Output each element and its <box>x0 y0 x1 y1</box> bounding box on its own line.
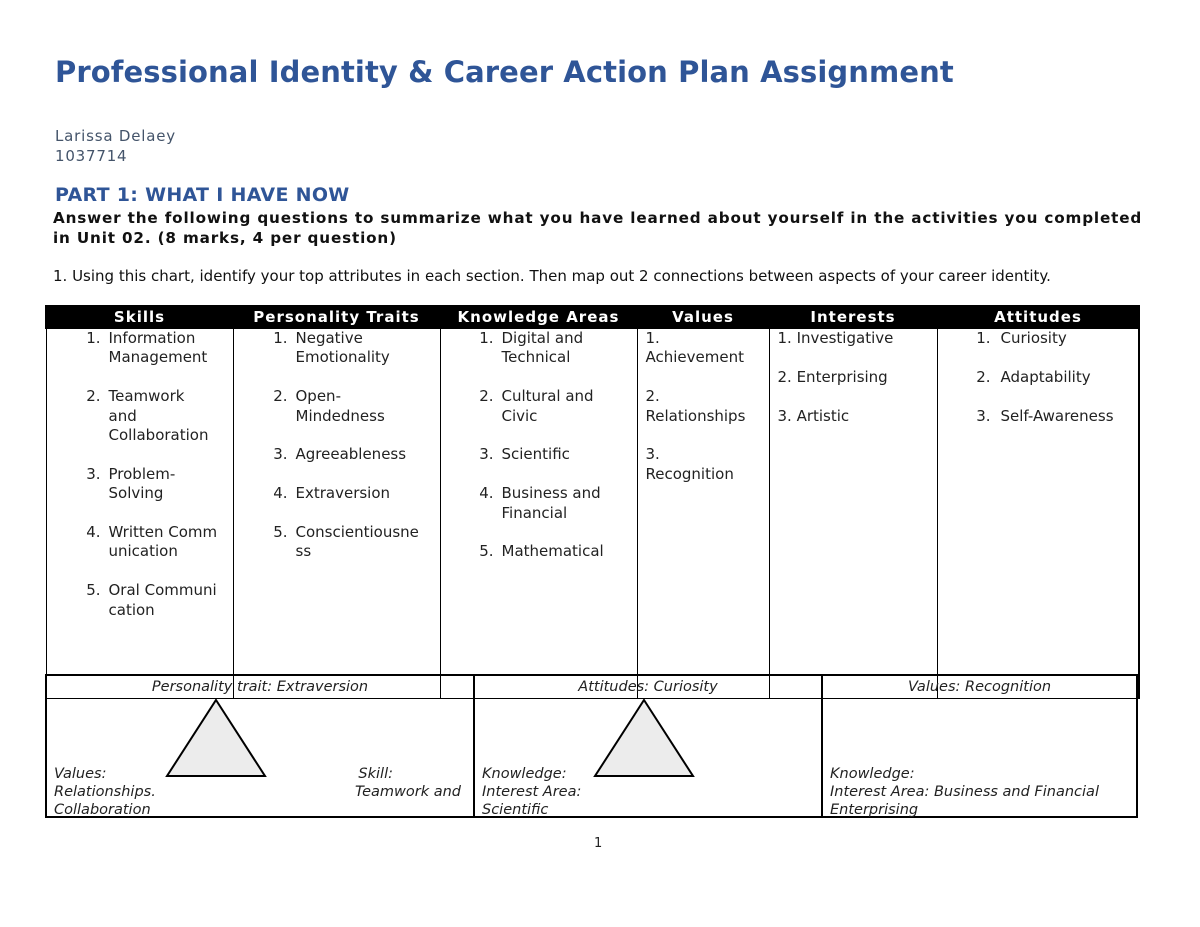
list-item: 1. Achievement <box>645 329 744 367</box>
connection-3 <box>823 676 1136 816</box>
connection-1-left <box>54 765 156 819</box>
list-item: 1. Information Management <box>86 329 208 367</box>
instructions <box>53 208 1163 248</box>
list-item: 1. Negative Emotionality <box>273 329 390 367</box>
list-item: 5. Oral Communication <box>86 581 217 619</box>
connection-1-top: Personality trait: Extraversion <box>151 679 369 695</box>
header-attitudes: Attitudes <box>937 306 1139 328</box>
connection-1-left-line: Collaboration <box>54 802 151 818</box>
list-item: 5. Conscientiousness <box>273 523 419 561</box>
connection-2-left <box>482 765 581 819</box>
student-id: 1037714 <box>55 147 128 165</box>
list-item: 3. Scientific <box>479 445 570 464</box>
header-interests: Interests <box>769 306 937 328</box>
interests-list <box>770 329 937 426</box>
connection-2-left-line: Interest Area: <box>482 784 582 800</box>
header-knowledge-areas: Knowledge Areas <box>440 306 637 328</box>
connection-1-left-line: Values: <box>54 766 107 782</box>
list-item: 2. Relationships <box>645 387 746 425</box>
personality-list <box>234 329 440 562</box>
knowledge-cell <box>440 328 637 698</box>
table-row <box>46 328 1139 698</box>
author-block <box>55 126 176 166</box>
part-heading: PART 1: WHAT I HAVE NOW <box>55 184 350 206</box>
connection-2-top: Attitudes: Curiosity <box>578 679 718 695</box>
list-item: 3. Recognition <box>645 445 734 483</box>
question-text: 1. Using this chart, identify your top attributes in each section. Then map out 2 connections between aspects of your career identity. <box>53 267 1051 285</box>
list-item: 1. Investigative <box>777 329 894 347</box>
page-number: 1 <box>594 836 603 851</box>
list-item: 2. Enterprising <box>777 367 888 386</box>
knowledge-list <box>441 329 637 562</box>
list-item: 1. Digital and Technical <box>479 329 584 367</box>
connection-3-left-line: Knowledge: <box>830 766 915 782</box>
connection-2-triangle <box>593 698 695 778</box>
header-skills: Skills <box>46 306 233 328</box>
connection-3-left-line: Enterprising <box>830 802 919 818</box>
connection-3-left <box>830 765 1099 819</box>
list-item: 2. Cultural and Civic <box>479 387 594 425</box>
attitudes-cell <box>937 328 1139 698</box>
list-item: 3. Agreeableness <box>273 445 407 464</box>
table-header-row <box>46 306 1139 328</box>
connection-3-left-line: Interest Area: Business and Financial <box>830 784 1099 800</box>
connection-1-right-line: Teamwork and <box>355 784 461 800</box>
connection-1-left-line: Relationships. <box>54 784 156 800</box>
list-item: 2. Teamwork and Collaboration <box>86 387 209 445</box>
page-title: Professional Identity & Career Action Plan Assignment <box>55 55 954 89</box>
connection-1 <box>47 676 473 816</box>
connection-1-right <box>355 765 461 801</box>
list-item: 3. Artistic <box>777 406 850 425</box>
personality-cell <box>233 328 440 698</box>
interests-cell <box>769 328 937 698</box>
connection-2-left-line: Scientific <box>482 802 549 818</box>
skills-list <box>47 329 233 620</box>
connections-section <box>45 674 1138 818</box>
header-personality-traits: Personality Traits <box>233 306 440 328</box>
connection-3-top: Values: Recognition <box>907 679 1052 695</box>
skills-cell <box>46 328 233 698</box>
attitudes-list <box>938 329 1139 426</box>
list-item: 3. Self-Awareness <box>976 406 1114 425</box>
list-item: 2. Open-Mindedness <box>273 387 385 425</box>
values-list <box>638 329 769 484</box>
list-item: 4. Written Communication <box>86 523 218 561</box>
connection-1-right-line: Skill: <box>358 766 393 782</box>
list-item: 4. Business and Financial <box>479 484 601 522</box>
list-item: 2. Adaptability <box>976 367 1091 386</box>
attributes-table <box>45 305 1140 699</box>
connection-2 <box>475 676 821 816</box>
values-cell <box>637 328 769 698</box>
header-values: Values <box>637 306 769 328</box>
list-item: 1. Curiosity <box>976 329 1067 347</box>
list-item: 5. Mathematical <box>479 542 604 561</box>
list-item: 3. Problem-Solving <box>86 464 176 503</box>
connection-2-left-line: Knowledge: <box>482 766 567 782</box>
instructions-line-2: in Unit 02. (8 marks, 4 per question) <box>53 229 397 247</box>
instructions-line-1: Answer the following questions to summarize what you have learned about yourself in the activities you completed <box>53 209 1143 227</box>
list-item: 4. Extraversion <box>273 484 391 503</box>
author-name: Larissa Delaey <box>55 127 176 145</box>
connection-1-triangle <box>165 698 267 778</box>
